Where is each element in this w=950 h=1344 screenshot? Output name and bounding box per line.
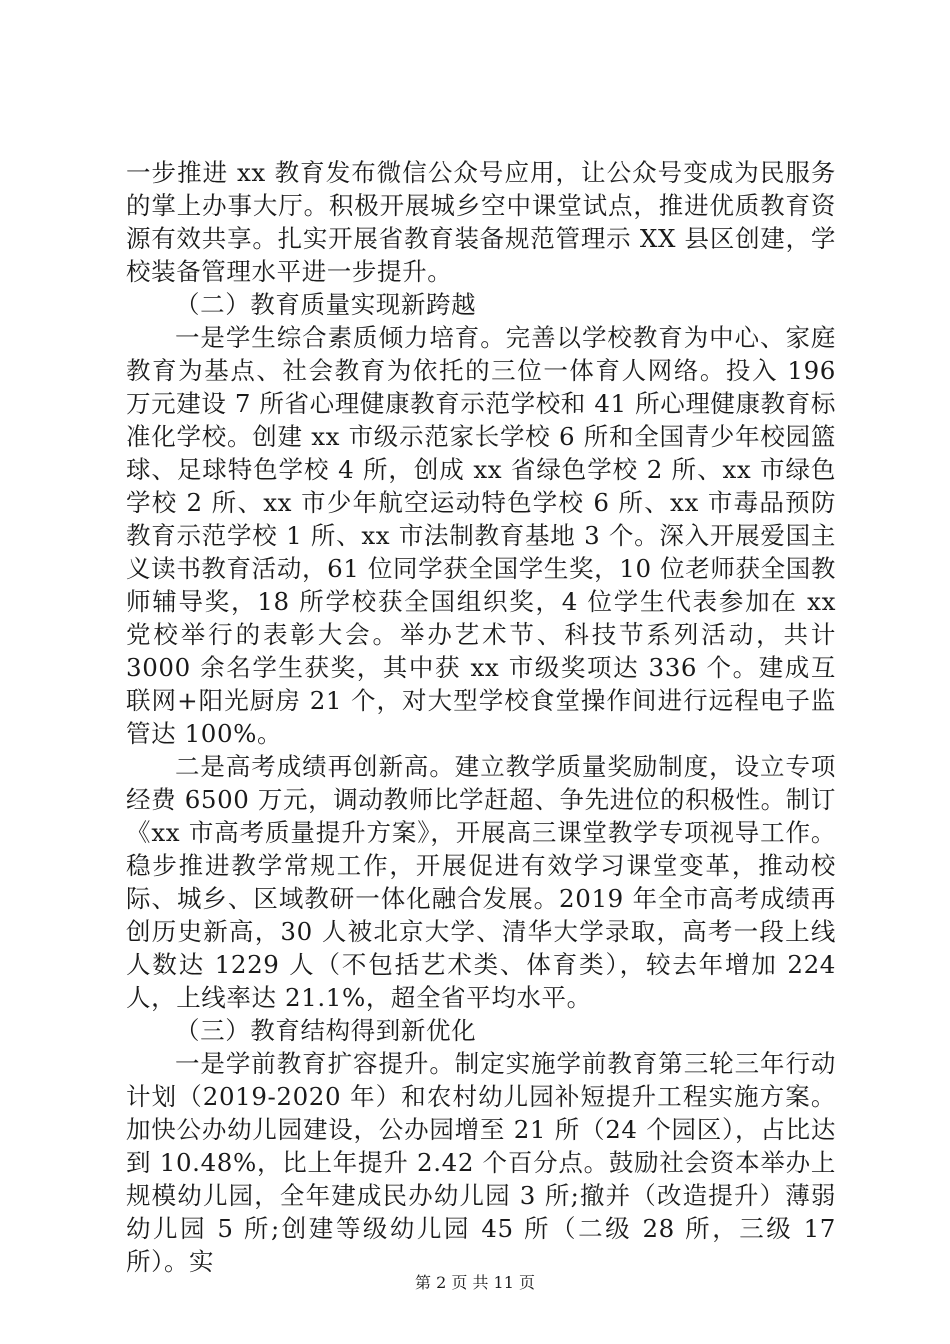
paragraph-gaokao: 二是高考成绩再创新高。建立教学质量奖励制度，设立专项经费 6500 万元，调动教师比学赶超、争先进位的积极性。制订《xx 市高考质量提升方案》，开展高三课堂教学专项视导工作。稳步推进教学常规工作，开展促进有效学习课堂变革，推动校际、城乡、区域教研一体化融合发展。2019 年全市高考成绩再创历史新高，30 人被北京大学、清华大学录取，高考一段上线人数达 1229 人（不包括艺术类、体育类），较去年增加 224 人，上线率达 21.1%，超全省平均水平。 (126, 752, 836, 1012)
section-heading-2: （二）教育质量实现新跨越 (175, 290, 477, 319)
section-heading-3: （三）教育结构得到新优化 (175, 1016, 477, 1045)
document-body (126, 156, 836, 1278)
paragraph-preschool: 一是学前教育扩容提升。制定实施学前教育第三轮三年行动计划（2019-2020 年）和农村幼儿园补短提升工程实施方案。加快公办幼儿园建设，公办园增至 21 所（24 个园区），占比达到 10.48%，比上年提升 2.42 个百分点。鼓励社会资本举办上规模幼儿园，全年建成民办幼儿园 3 所;撤并（改造提升）薄弱幼儿园 5 所;创建等级幼儿园 45 所（二级 28 所，三级 17 所）。实 (126, 1049, 836, 1276)
paragraph-continuation: 一步推进 xx 教育发布微信公众号应用，让公众号变成为民服务的掌上办事大厅。积极开展城乡空中课堂试点，推进优质教育资源有效共享。扎实开展省教育装备规范管理示 XX 县区创建，学校装备管理水平进一步提升。 (126, 158, 836, 286)
page-number-footer: 第 2 页 共 11 页 (415, 1273, 535, 1292)
paragraph-student-quality: 一是学生综合素质倾力培育。完善以学校教育为中心、家庭教育为基点、社会教育为依托的三位一体育人网络。投入 196 万元建设 7 所省心理健康教育示范学校和 41 所心理健康教育标准化学校。创建 xx 市级示范家长学校 6 所和全国青少年校园篮球、足球特色学校 4 所，创成 xx 省绿色学校 2 所、xx 市绿色学校 2 所、xx 市少年航空运动特色学校 6 所、xx 市毒品预防教育示范学校 1 所、xx 市法制教育基地 3 个。深入开展爱国主义读书教育活动，61 位同学获全国学生奖，10 位老师获全国教师辅导奖，18 所学校获全国组织奖，4 位学生代表参加在 xx 党校举行的表彰大会。举办艺术节、科技节系列活动，共计 3000 余名学生获奖，其中获 xx 市级奖项达 336 个。建成互联网+阳光厨房 21 个，对大型学校食堂操作间进行远程电子监管达 100%。 (126, 323, 836, 748)
